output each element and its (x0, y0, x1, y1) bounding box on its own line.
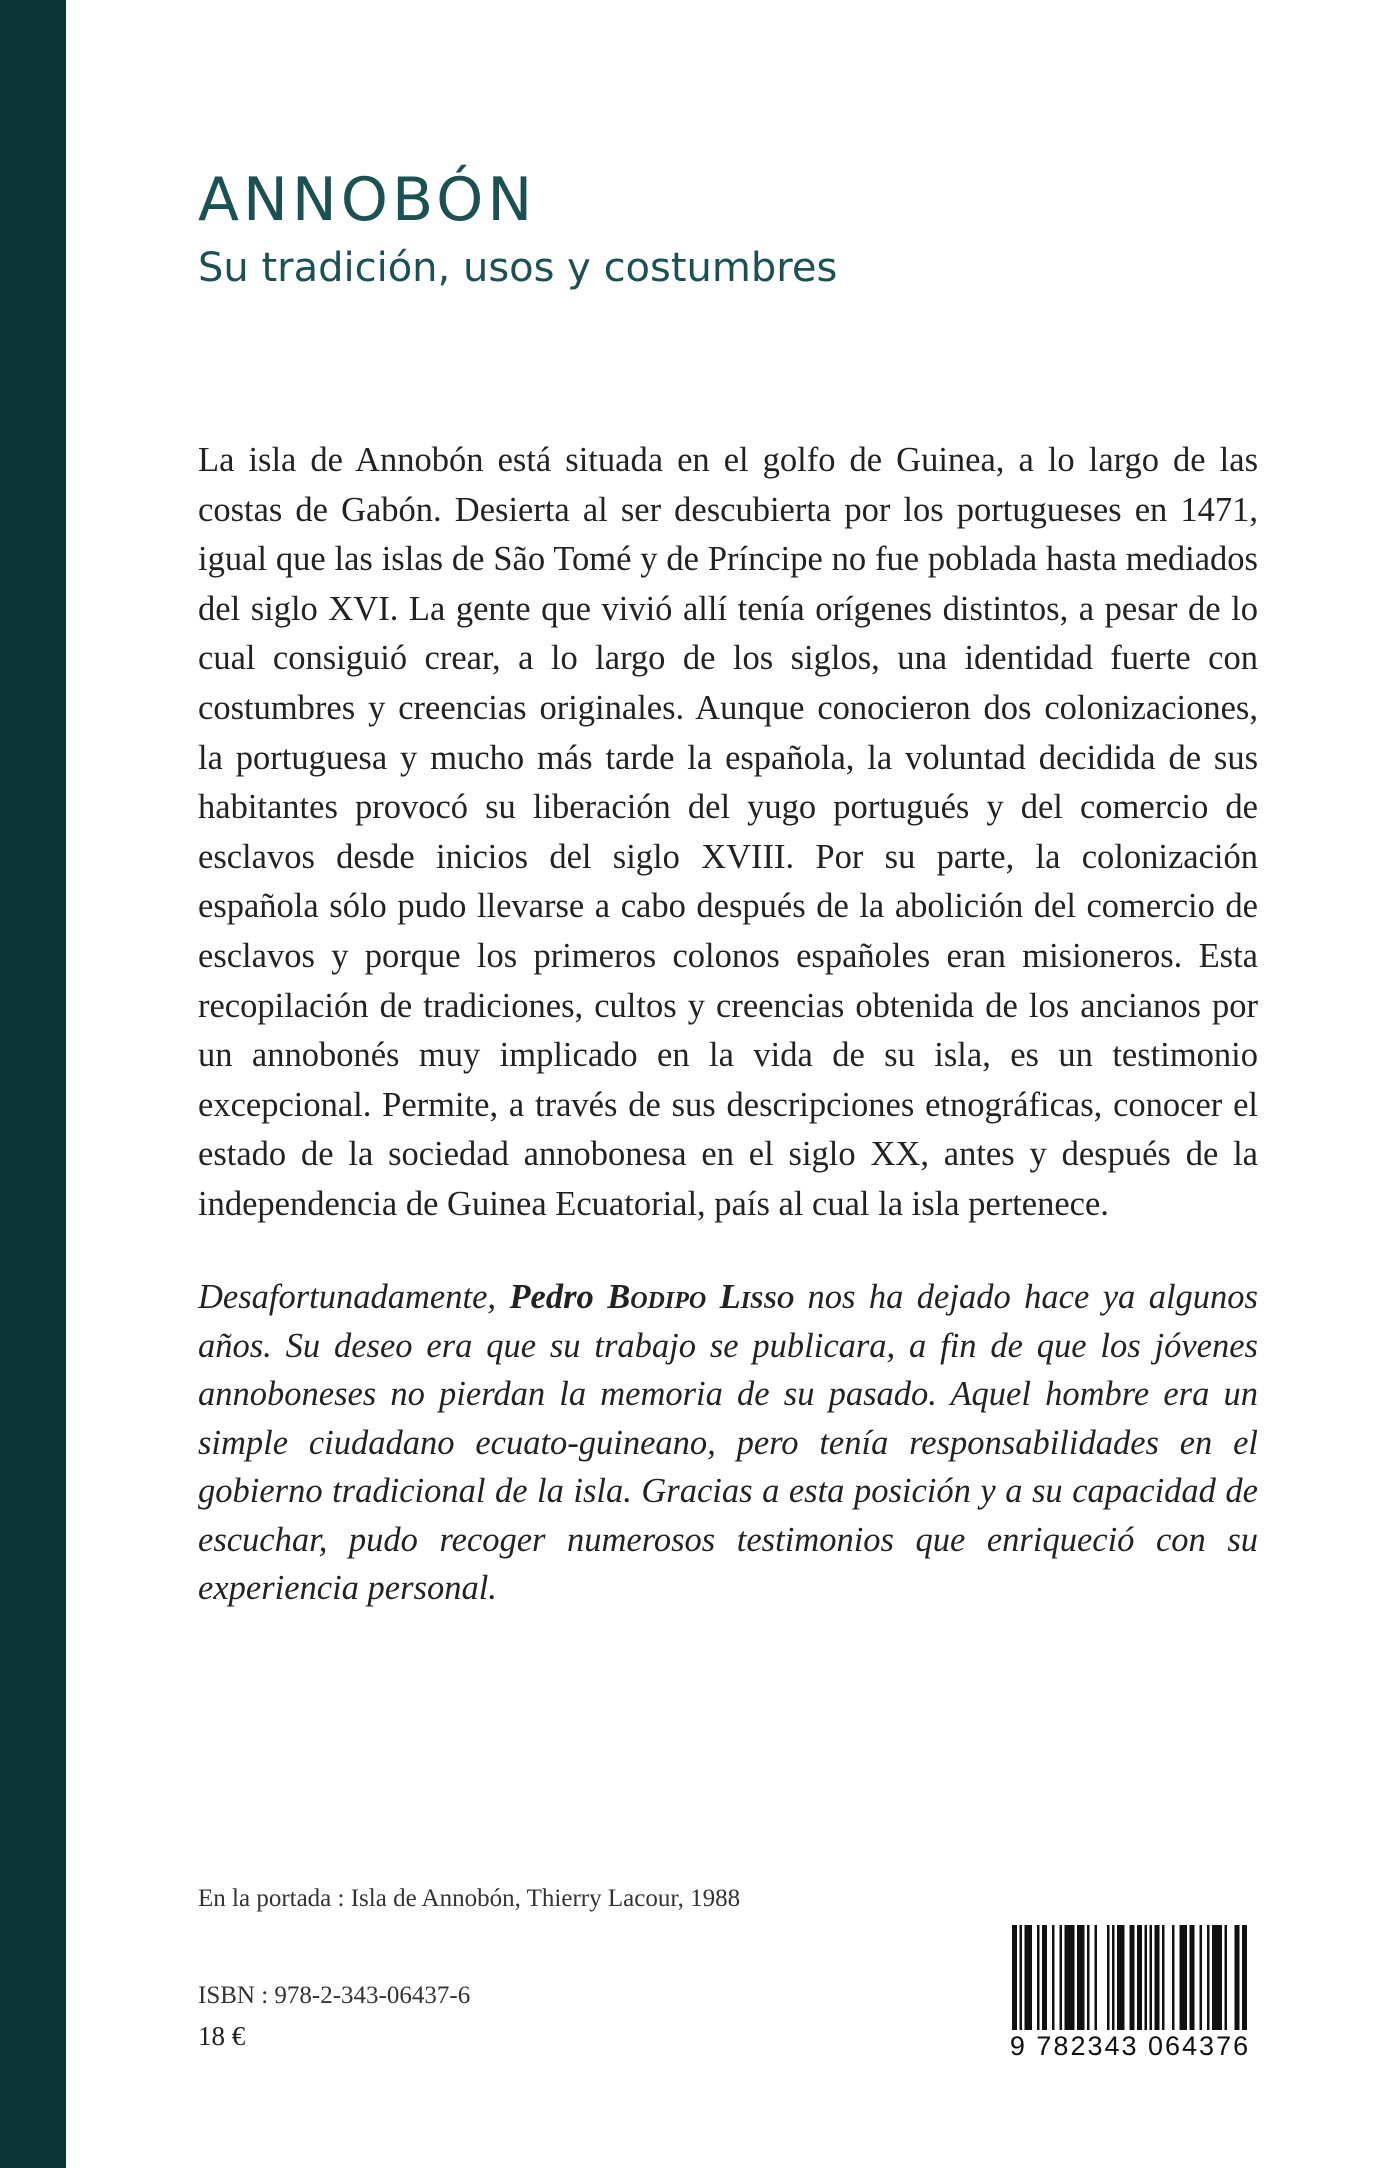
barcode-bar (1020, 1925, 1023, 2037)
barcode-bar (1172, 1925, 1175, 2037)
barcode-bar (1150, 1925, 1153, 2037)
author-note (198, 1273, 1258, 1613)
barcode-digits: 9 782343 064376 (1000, 2030, 1260, 2062)
barcode-bar (1130, 1925, 1135, 2037)
book-subtitle: Su tradición, usos y costumbres (198, 245, 838, 291)
barcode-bar (1065, 1925, 1075, 2037)
barcode (1000, 1925, 1260, 2065)
barcode-bar (1107, 1925, 1110, 2037)
barcode-bar (1037, 1925, 1040, 2037)
barcode-bar (1137, 1925, 1142, 2037)
author-note-intro: Desafortunadamente, (198, 1278, 510, 1316)
barcode-bar (1052, 1925, 1055, 2037)
barcode-bar (1207, 1925, 1210, 2037)
barcode-bar (1042, 1925, 1047, 2037)
summary-paragraph: La isla de Annobón está situada en el golfo de Guinea, a lo largo de las costas de Gabón. Desierta al ser descubierta por los portugueses en 1471, igual que las islas de São Tomé y de Príncipe no fue poblada hasta mediados del siglo XVI. La gente que vivió allí tenía orígenes distintos, a pesar de lo cual consiguió crear, a lo largo de los siglos, una identidad fuerte con costumbres y creencias originales. Aunque conocieron dos colonizaciones, la portuguesa y mucho más tarde la española, la voluntad decidida de sus habitantes provocó su liberación del yugo portugués y del comercio de esclavos desde inicios del siglo XVIII. Por su parte, la colonización española sólo pudo llevarse a cabo después de la abolición del comercio de esclavos y porque los primeros colonos españoles eran misioneros. Esta recopilación de tradiciones, cultos y creencias obtenida de los ancianos por un annobonés muy implicado en la vida de su isla, es un testimonio excepcional. Permite, a través de sus descripciones etnográficas, conocer el estado de la sociedad annobonesa en el siglo XX, antes y después de la independencia de Guinea Ecuatorial, país al cual la isla pertenece. (198, 441, 1258, 1223)
book-title: ANNOBÓN (198, 165, 537, 235)
price-label: 18 € (198, 2021, 246, 2051)
barcode-bar (1155, 1925, 1160, 2037)
barcode-bar (1012, 1925, 1017, 2037)
barcode-bar (1242, 1925, 1247, 2037)
barcode-bar (1060, 1925, 1063, 2037)
barcode-bar (1095, 1925, 1098, 2037)
cover-credit: En la portada : Isla de Annobón, Thierry Lacour, 1988 (198, 1885, 741, 1912)
author-note-body: nos ha dejado hace ya algunos años. Su deseo era que su trabajo se publicara, a fin de que los jóvenes annoboneses no pierdan la memoria de su pasado. Aquel hombre era un simple ciudadano ecuato-guineano, pero tenía responsabilidades en el gobierno tradicional de la isla. Gracias a esta posición y a su capacidad de escuchar, pudo recoger numerosos testimonios que enriqueció con su experiencia personal. (198, 1278, 1258, 1607)
barcode-bar (1117, 1925, 1125, 2037)
barcode-icon (1000, 1925, 1260, 2037)
barcode-bar (1087, 1925, 1090, 2037)
barcode-bar (1145, 1925, 1148, 2037)
barcode-bar (1025, 1925, 1033, 2037)
author-first-name: Pedro (509, 1278, 608, 1316)
barcode-bar (1190, 1925, 1195, 2037)
barcode-bar (1162, 1925, 1165, 2037)
barcode-bar (1112, 1925, 1115, 2037)
barcode-bar (1235, 1925, 1240, 2037)
barcode-bar (1200, 1925, 1203, 2037)
barcode-bar (1077, 1925, 1085, 2037)
barcode-bar (1180, 1925, 1188, 2037)
isbn-label: ISBN : 978-2-343-06437-6 (198, 1982, 471, 2009)
author-last-name: Bodipo Lisso (607, 1278, 795, 1316)
barcode-bar (1225, 1925, 1228, 2037)
author-name (509, 1278, 794, 1316)
barcode-bar (1212, 1925, 1222, 2037)
spine-band (0, 0, 66, 2168)
